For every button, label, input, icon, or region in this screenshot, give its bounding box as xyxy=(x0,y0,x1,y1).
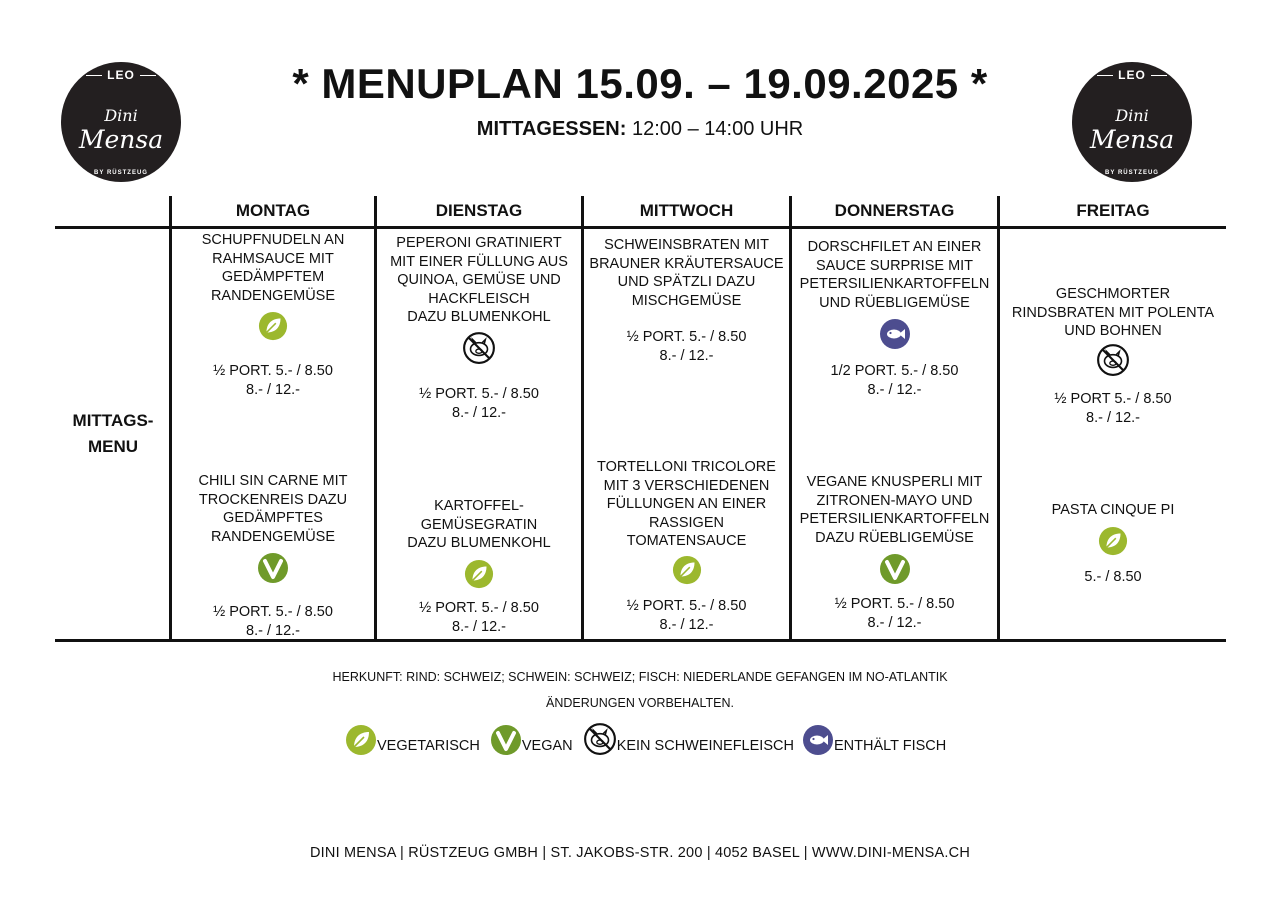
price-tuesday-2: ½ PORT. 5.- / 8.50 8.- / 12.- xyxy=(419,600,539,635)
menu-friday-1: GESCHMORTER RINDSBRATEN MIT POLENTA UND BOHNEN xyxy=(1000,285,1226,377)
logo-name: Dini Mensa xyxy=(78,106,164,154)
logo-by-text: BY RÜSTZEUG xyxy=(94,170,148,176)
price-friday-1: ½ PORT 5.- / 8.50 8.- / 12.- xyxy=(1054,391,1172,426)
legend-no-pork: KEIN SCHWEINEFLEISCH xyxy=(616,738,794,754)
menu-friday-2: PASTA CINQUE PI xyxy=(1000,501,1226,556)
menu-wednesday-1: SCHWEINSBRATEN MIT BRAUNER KRÄUTERSAUCE UND SPÄTZLI DAZU MISCHGEMÜSE xyxy=(589,237,784,309)
menu-monday-2: CHILI SIN CARNE MIT TROCKENREIS DAZU GEDÄMPFTES RANDENGEMÜSE xyxy=(172,472,374,584)
menu-wednesday-2: TORTELLONI TRICOLORE MIT 3 VERSCHIEDENEN FÜLLUNGEN AN EINER RASSIGEN TOMATENSAUCE xyxy=(584,458,789,585)
price-thursday-1: 1/2 PORT. 5.- / 8.50 8.- / 12.- xyxy=(830,363,959,398)
vegan-icon xyxy=(257,552,289,584)
day-header-tuesday: DIENSTAG xyxy=(435,201,523,220)
logo-leo-text: LEO xyxy=(61,68,181,82)
price-monday-2: ½ PORT. 5.- / 8.50 8.- / 12.- xyxy=(213,604,333,639)
fish-icon xyxy=(802,724,834,756)
menu-thursday-1: DORSCHFILET AN EINER SAUCE SURPRISE MIT PETERSILIENKARTOFFELN UND RÜEBLIGEMÜSE xyxy=(792,238,997,350)
vegan-icon xyxy=(879,553,911,585)
menu-monday-1: SCHUPFNUDELN AN RAHMSAUCE MIT GEDÄMPFTEM RANDENGEMÜSE xyxy=(172,231,374,341)
price-friday-2: 5.- / 8.50 xyxy=(1084,569,1142,585)
page-title: * MENUPLAN 15.09. – 19.09.2025 * xyxy=(292,60,988,107)
vegetarian-icon xyxy=(672,555,702,585)
day-header-thursday: DONNERSTAG xyxy=(834,201,955,220)
subtitle-time: 12:00 – 14:00 UHR xyxy=(626,118,804,140)
no-pork-icon xyxy=(1096,343,1130,377)
price-wednesday-2: ½ PORT. 5.- / 8.50 8.- / 12.- xyxy=(626,598,747,633)
no-pork-icon xyxy=(583,722,617,756)
menu-thursday-2: VEGANE KNUSPERLI MIT ZITRONEN-MAYO UND PETERSILIENKARTOFFELN DAZU RÜEBLIGEMÜSE xyxy=(792,473,997,585)
legend-vegan: VEGAN xyxy=(521,738,573,754)
row-label: MITTAGS- MENU xyxy=(72,411,154,456)
legend-vegetarian: VEGETARISCH xyxy=(377,738,480,754)
footer-address: DINI MENSA | RÜSTZEUG GMBH | ST. JAKOBS-STR. 200 | 4052 BASEL | WWW.DINI-MENSA.CH xyxy=(310,845,970,861)
vegetarian-icon xyxy=(1098,526,1128,556)
no-pork-icon xyxy=(462,331,496,365)
price-thursday-2: ½ PORT. 5.- / 8.50 8.- / 12.- xyxy=(834,596,955,631)
legend xyxy=(345,722,946,762)
day-header-monday: MONTAG xyxy=(235,201,311,220)
menu-tuesday-2: KARTOFFEL- GEMÜSEGRATIN DAZU BLUMENKOHL xyxy=(377,497,581,589)
price-tuesday-1: ½ PORT. 5.- / 8.50 8.- / 12.- xyxy=(419,386,539,421)
vegetarian-icon xyxy=(258,311,288,341)
logo-name: Dini Mensa xyxy=(1089,106,1175,154)
vegetarian-icon xyxy=(345,724,377,756)
fish-icon xyxy=(879,318,911,350)
vegan-icon xyxy=(490,724,522,756)
day-header-friday: FREITAG xyxy=(1076,201,1150,220)
changes-note: ÄNDERUNGEN VORBEHALTEN. xyxy=(546,696,734,710)
legend-fish: ENTHÄLT FISCH xyxy=(833,738,947,754)
price-wednesday-1: ½ PORT. 5.- / 8.50 8.- / 12.- xyxy=(626,329,747,364)
logo-by-text: BY RÜSTZEUG xyxy=(1105,170,1159,176)
day-header-wednesday: MITTWOCH xyxy=(639,201,734,220)
logo-leo-text: LEO xyxy=(1072,68,1192,82)
origin-note: HERKUNFT: RIND: SCHWEIZ; SCHWEIN: SCHWEIZ; FISCH: NIEDERLANDE GEFANGEN IM NO-ATLANTIK xyxy=(332,670,948,684)
table-header-line xyxy=(55,226,1226,229)
subtitle-label: MITTAGESSEN: xyxy=(476,118,627,140)
price-monday-1: ½ PORT. 5.- / 8.50 8.- / 12.- xyxy=(213,363,333,398)
page-subtitle xyxy=(0,118,1280,141)
vegetarian-icon xyxy=(464,559,494,589)
menu-tuesday-1: PEPERONI GRATINIERT MIT EINER FÜLLUNG AUS QUINOA, GEMÜSE UND HACKFLEISCH DAZU BLUMENKOHL xyxy=(377,234,581,365)
